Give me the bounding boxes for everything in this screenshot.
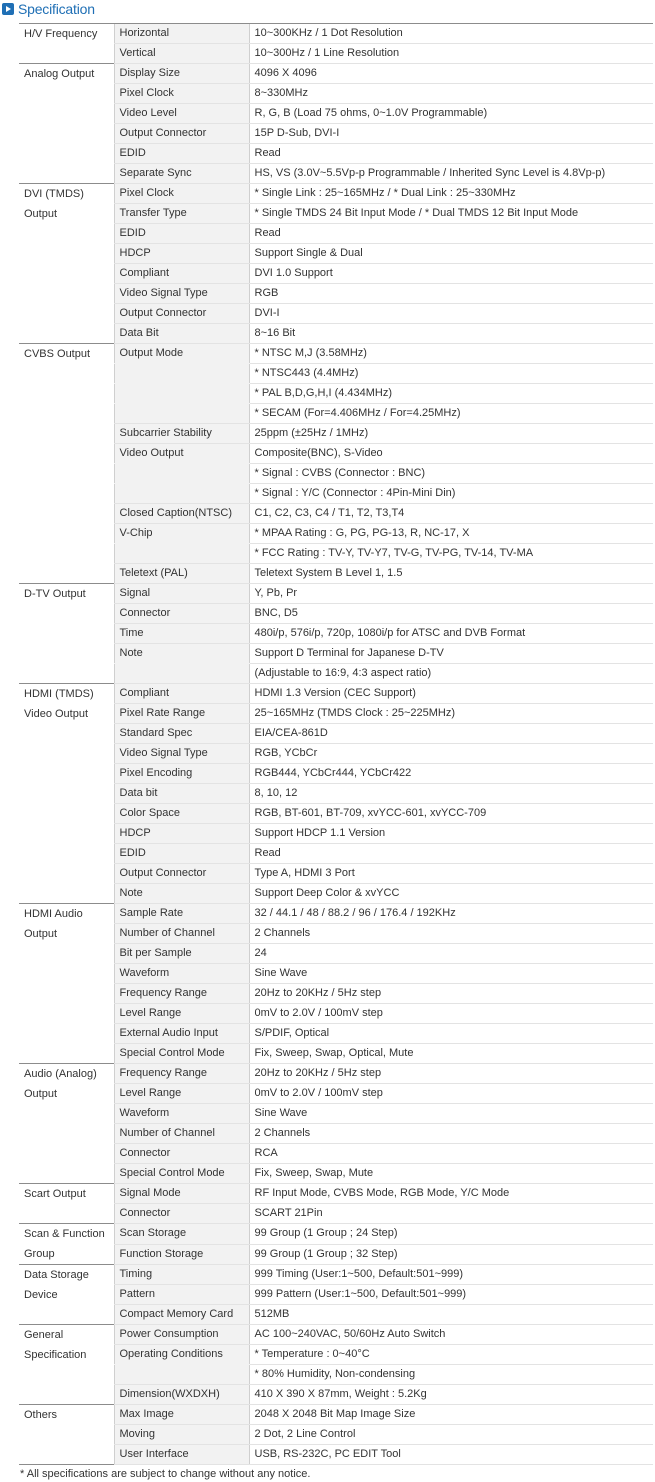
parameter-cell: HDCP (114, 244, 249, 264)
table-row (19, 1184, 653, 1204)
category-label: Audio (Analog) (24, 1068, 97, 1080)
parameter-cell: Power Consumption (114, 1325, 249, 1345)
value-cell: * Temperature : 0~40°C (249, 1345, 653, 1365)
value-cell: 15P D-Sub, DVI-I (249, 124, 653, 144)
parameter-cell: Display Size (114, 64, 249, 84)
table-row (19, 304, 653, 324)
value-cell: AC 100~240VAC, 50/60Hz Auto Switch (249, 1325, 653, 1345)
value-cell: C1, C2, C3, C4 / T1, T2, T3,T4 (249, 504, 653, 524)
value-cell: SCART 21Pin (249, 1204, 653, 1224)
value-cell: * Signal : Y/C (Connector : 4Pin-Mini Din) (249, 484, 653, 504)
table-row (19, 224, 653, 244)
category-label: Output (24, 1088, 58, 1100)
value-cell: Sine Wave (249, 1104, 653, 1124)
category-cell (19, 1265, 114, 1325)
parameter-cell: Frequency Range (114, 984, 249, 1004)
spec-group (19, 184, 653, 344)
table-row (19, 444, 653, 464)
value-cell: (Adjustable to 16:9, 4:3 aspect ratio) (249, 664, 653, 684)
parameter-cell (114, 484, 249, 504)
table-row (19, 504, 653, 524)
value-cell: 8~16 Bit (249, 324, 653, 344)
table-row (19, 1124, 653, 1144)
value-cell: * Signal : CVBS (Connector : BNC) (249, 464, 653, 484)
category-label: HDMI Audio (24, 908, 83, 920)
table-row (19, 744, 653, 764)
value-cell: RGB, BT-601, BT-709, xvYCC-601, xvYCC-709 (249, 804, 653, 824)
table-row (19, 1004, 653, 1024)
parameter-cell: Connector (114, 1204, 249, 1224)
table-row (19, 1285, 653, 1305)
table-row (19, 1265, 653, 1285)
value-cell: Support D Terminal for Japanese D-TV (249, 644, 653, 664)
table-row (19, 244, 653, 264)
table-row (19, 664, 653, 684)
category-label: DVI (TMDS) (24, 188, 84, 200)
parameter-cell (114, 384, 249, 404)
category-cell (19, 584, 114, 684)
parameter-cell: Sample Rate (114, 904, 249, 924)
value-cell: 20Hz to 20KHz / 5Hz step (249, 1064, 653, 1084)
parameter-cell: Waveform (114, 964, 249, 984)
parameter-cell: Connector (114, 604, 249, 624)
parameter-cell: Number of Channel (114, 924, 249, 944)
value-cell: Read (249, 844, 653, 864)
parameter-cell: Transfer Type (114, 204, 249, 224)
table-row (19, 184, 653, 204)
parameter-cell: EDID (114, 144, 249, 164)
spec-group (19, 1405, 653, 1465)
parameter-cell: Time (114, 624, 249, 644)
table-row (19, 1405, 653, 1425)
spec-group (19, 1224, 653, 1265)
parameter-cell (114, 544, 249, 564)
value-cell: R, G, B (Load 75 ohms, 0~1.0V Programmable) (249, 104, 653, 124)
parameter-cell: External Audio Input (114, 1024, 249, 1044)
table-row (19, 524, 653, 544)
category-label: Output (24, 208, 58, 220)
value-cell: RGB, YCbCr (249, 744, 653, 764)
parameter-cell: Moving (114, 1425, 249, 1445)
value-cell: 4096 X 4096 (249, 64, 653, 84)
table-row (19, 964, 653, 984)
value-cell: DVI-I (249, 304, 653, 324)
category-label: Device (24, 1289, 58, 1301)
value-cell: Teletext System B Level 1, 1.5 (249, 564, 653, 584)
parameter-cell: Output Connector (114, 124, 249, 144)
parameter-cell: Special Control Mode (114, 1164, 249, 1184)
table-row (19, 624, 653, 644)
value-cell: USB, RS-232C, PC EDIT Tool (249, 1445, 653, 1465)
category-cell (19, 1405, 114, 1465)
parameter-cell: Compliant (114, 264, 249, 284)
table-row (19, 584, 653, 604)
table-row (19, 564, 653, 584)
value-cell: 8~330MHz (249, 84, 653, 104)
parameter-cell: Signal (114, 584, 249, 604)
category-cell (19, 24, 114, 64)
parameter-cell: Pixel Clock (114, 184, 249, 204)
parameter-cell: Separate Sync (114, 164, 249, 184)
parameter-cell: Output Connector (114, 304, 249, 324)
table-row (19, 24, 653, 44)
value-cell: RF Input Mode, CVBS Mode, RGB Mode, Y/C Mode (249, 1184, 653, 1204)
table-row (19, 1325, 653, 1345)
table-row (19, 204, 653, 224)
table-row (19, 804, 653, 824)
value-cell: 512MB (249, 1305, 653, 1325)
table-row (19, 64, 653, 84)
value-cell: Sine Wave (249, 964, 653, 984)
parameter-cell (114, 364, 249, 384)
table-row (19, 144, 653, 164)
parameter-cell: Connector (114, 1144, 249, 1164)
value-cell: RGB444, YCbCr444, YCbCr422 (249, 764, 653, 784)
parameter-cell: Number of Channel (114, 1124, 249, 1144)
parameter-cell: Signal Mode (114, 1184, 249, 1204)
spec-group (19, 684, 653, 904)
category-label: H/V Frequency (24, 28, 98, 40)
parameter-cell: Note (114, 644, 249, 664)
table-row (19, 344, 653, 364)
parameter-cell (114, 404, 249, 424)
value-cell: 10~300KHz / 1 Dot Resolution (249, 24, 653, 44)
table-row (19, 604, 653, 624)
category-cell (19, 1325, 114, 1405)
category-cell (19, 904, 114, 1064)
spec-group (19, 344, 653, 584)
table-row (19, 1385, 653, 1405)
table-row (19, 364, 653, 384)
table-row (19, 544, 653, 564)
table-row (19, 884, 653, 904)
category-label: D-TV Output (24, 588, 86, 600)
value-cell: 10~300Hz / 1 Line Resolution (249, 44, 653, 64)
parameter-cell: Scan Storage (114, 1224, 249, 1245)
value-cell: * MPAA Rating : G, PG, PG-13, R, NC-17, X (249, 524, 653, 544)
parameter-cell: Waveform (114, 1104, 249, 1124)
value-cell: Fix, Sweep, Swap, Optical, Mute (249, 1044, 653, 1064)
parameter-cell: Subcarrier Stability (114, 424, 249, 444)
value-cell: * NTSC443 (4.4MHz) (249, 364, 653, 384)
parameter-cell: Operating Conditions (114, 1345, 249, 1365)
table-row (19, 1345, 653, 1365)
table-row (19, 1164, 653, 1184)
table-row (19, 944, 653, 964)
table-row (19, 1445, 653, 1465)
table-row (19, 404, 653, 424)
parameter-cell (114, 1365, 249, 1385)
table-row (19, 784, 653, 804)
value-cell: * 80% Humidity, Non-condensing (249, 1365, 653, 1385)
parameter-cell: Level Range (114, 1004, 249, 1024)
spec-group (19, 904, 653, 1064)
value-cell: * FCC Rating : TV-Y, TV-Y7, TV-G, TV-PG, TV-14, TV-MA (249, 544, 653, 564)
table-row (19, 684, 653, 704)
value-cell: S/PDIF, Optical (249, 1024, 653, 1044)
value-cell: 0mV to 2.0V / 100mV step (249, 1004, 653, 1024)
value-cell: * Single TMDS 24 Bit Input Mode / * Dual TMDS 12 Bit Input Mode (249, 204, 653, 224)
parameter-cell: V-Chip (114, 524, 249, 544)
table-row (19, 904, 653, 924)
table-row (19, 484, 653, 504)
section-title: Specification (18, 1, 95, 17)
value-cell: 2 Channels (249, 924, 653, 944)
value-cell: 25ppm (±25Hz / 1MHz) (249, 424, 653, 444)
value-cell: * Single Link : 25~165MHz / * Dual Link : 25~330MHz (249, 184, 653, 204)
value-cell: * PAL B,D,G,H,I (4.434MHz) (249, 384, 653, 404)
table-row (19, 1044, 653, 1064)
section-header (0, 0, 655, 20)
parameter-cell: Pixel Clock (114, 84, 249, 104)
table-row (19, 84, 653, 104)
table-row (19, 464, 653, 484)
table-row (19, 1365, 653, 1385)
table-row (19, 1204, 653, 1224)
parameter-cell: Video Signal Type (114, 284, 249, 304)
table-row (19, 384, 653, 404)
value-cell: 999 Pattern (User:1~500, Default:501~999) (249, 1285, 653, 1305)
table-row (19, 764, 653, 784)
footnote: * All specifications are subject to change without any notice. (20, 1468, 311, 1480)
value-cell: RCA (249, 1144, 653, 1164)
value-cell: * SECAM (For=4.406MHz / For=4.25MHz) (249, 404, 653, 424)
value-cell: 32 / 44.1 / 48 / 88.2 / 96 / 176.4 / 192KHz (249, 904, 653, 924)
category-cell (19, 64, 114, 184)
parameter-cell: Timing (114, 1265, 249, 1285)
parameter-cell: Teletext (PAL) (114, 564, 249, 584)
category-label: Specification (24, 1349, 87, 1361)
parameter-cell: Max Image (114, 1405, 249, 1425)
parameter-cell: EDID (114, 844, 249, 864)
parameter-cell: Pixel Rate Range (114, 704, 249, 724)
table-row (19, 1224, 653, 1245)
value-cell: 24 (249, 944, 653, 964)
value-cell: Fix, Sweep, Swap, Mute (249, 1164, 653, 1184)
spec-group (19, 1325, 653, 1405)
parameter-cell: Vertical (114, 44, 249, 64)
category-label: Group (24, 1248, 55, 1260)
table-row (19, 1064, 653, 1084)
category-label: Scan & Function (24, 1228, 105, 1240)
parameter-cell: Data bit (114, 784, 249, 804)
table-row (19, 864, 653, 884)
table-row (19, 824, 653, 844)
value-cell: Y, Pb, Pr (249, 584, 653, 604)
spec-group (19, 1064, 653, 1184)
table-row (19, 1244, 653, 1265)
parameter-cell: Pixel Encoding (114, 764, 249, 784)
table-row (19, 124, 653, 144)
parameter-cell: Note (114, 884, 249, 904)
parameter-cell: Video Output (114, 444, 249, 464)
spec-group (19, 1265, 653, 1325)
category-label: General (24, 1329, 64, 1341)
category-label: Data Storage (24, 1269, 89, 1281)
parameter-cell: Dimension(WXDXH) (114, 1385, 249, 1405)
parameter-cell (114, 464, 249, 484)
category-cell (19, 1224, 114, 1265)
table-row (19, 1425, 653, 1445)
spec-group (19, 24, 653, 64)
value-cell: Read (249, 224, 653, 244)
value-cell: * NTSC M,J (3.58MHz) (249, 344, 653, 364)
value-cell: 99 Group (1 Group ; 32 Step) (249, 1244, 653, 1265)
value-cell: 20Hz to 20KHz / 5Hz step (249, 984, 653, 1004)
parameter-cell: Compliant (114, 684, 249, 704)
category-cell (19, 684, 114, 904)
category-label: Analog Output (24, 68, 95, 80)
parameter-cell: Frequency Range (114, 1064, 249, 1084)
parameter-cell: Function Storage (114, 1244, 249, 1265)
value-cell: Support HDCP 1.1 Version (249, 824, 653, 844)
value-cell: 2048 X 2048 Bit Map Image Size (249, 1405, 653, 1425)
category-cell (19, 344, 114, 584)
category-label: CVBS Output (24, 348, 91, 360)
value-cell: 2 Dot, 2 Line Control (249, 1425, 653, 1445)
parameter-cell: Video Signal Type (114, 744, 249, 764)
category-cell (19, 1064, 114, 1184)
value-cell: 2 Channels (249, 1124, 653, 1144)
value-cell: DVI 1.0 Support (249, 264, 653, 284)
parameter-cell: Horizontal (114, 24, 249, 44)
value-cell: Support Single & Dual (249, 244, 653, 264)
table-row (19, 704, 653, 724)
value-cell: 0mV to 2.0V / 100mV step (249, 1084, 653, 1104)
value-cell: HDMI 1.3 Version (CEC Support) (249, 684, 653, 704)
value-cell: BNC, D5 (249, 604, 653, 624)
category-label: Output (24, 928, 58, 940)
value-cell: 8, 10, 12 (249, 784, 653, 804)
value-cell: Type A, HDMI 3 Port (249, 864, 653, 884)
value-cell: EIA/CEA-861D (249, 724, 653, 744)
table-row (19, 984, 653, 1004)
table-row (19, 1305, 653, 1325)
value-cell: Support Deep Color & xvYCC (249, 884, 653, 904)
table-row (19, 44, 653, 64)
table-row (19, 1024, 653, 1044)
value-cell: 99 Group (1 Group ; 24 Step) (249, 1224, 653, 1245)
category-label: Video Output (24, 708, 89, 720)
parameter-cell: Data Bit (114, 324, 249, 344)
parameter-cell: Pattern (114, 1285, 249, 1305)
table-row (19, 324, 653, 344)
spec-group (19, 64, 653, 184)
parameter-cell: Video Level (114, 104, 249, 124)
parameter-cell: Closed Caption(NTSC) (114, 504, 249, 524)
table-row (19, 284, 653, 304)
parameter-cell: Special Control Mode (114, 1044, 249, 1064)
table-row (19, 844, 653, 864)
category-cell (19, 184, 114, 344)
value-cell: 410 X 390 X 87mm, Weight : 5.2Kg (249, 1385, 653, 1405)
parameter-cell: Color Space (114, 804, 249, 824)
parameter-cell: Output Connector (114, 864, 249, 884)
category-label: Others (24, 1409, 58, 1421)
table-row (19, 644, 653, 664)
value-cell: Composite(BNC), S-Video (249, 444, 653, 464)
table-row (19, 164, 653, 184)
value-cell: RGB (249, 284, 653, 304)
specification-table (19, 24, 653, 1465)
parameter-cell: HDCP (114, 824, 249, 844)
table-row (19, 724, 653, 744)
table-row (19, 424, 653, 444)
table-row (19, 264, 653, 284)
parameter-cell: Standard Spec (114, 724, 249, 744)
parameter-cell (114, 664, 249, 684)
table-row (19, 924, 653, 944)
value-cell: Read (249, 144, 653, 164)
spec-group (19, 1184, 653, 1224)
parameter-cell: Compact Memory Card (114, 1305, 249, 1325)
value-cell: 480i/p, 576i/p, 720p, 1080i/p for ATSC and DVB Format (249, 624, 653, 644)
value-cell: HS, VS (3.0V~5.5Vp-p Programmable / Inherited Sync Level is 4.8Vp-p) (249, 164, 653, 184)
category-label: HDMI (TMDS) (24, 688, 94, 700)
value-cell: 999 Timing (User:1~500, Default:501~999) (249, 1265, 653, 1285)
table-row (19, 1084, 653, 1104)
table-row (19, 1144, 653, 1164)
parameter-cell: EDID (114, 224, 249, 244)
value-cell: 25~165MHz (TMDS Clock : 25~225MHz) (249, 704, 653, 724)
table-row (19, 1104, 653, 1124)
parameter-cell: Output Mode (114, 344, 249, 364)
spec-group (19, 584, 653, 684)
parameter-cell: User Interface (114, 1445, 249, 1465)
parameter-cell: Bit per Sample (114, 944, 249, 964)
parameter-cell: Level Range (114, 1084, 249, 1104)
table-row (19, 104, 653, 124)
category-cell (19, 1184, 114, 1224)
category-label: Scart Output (24, 1188, 86, 1200)
play-icon (2, 3, 14, 15)
